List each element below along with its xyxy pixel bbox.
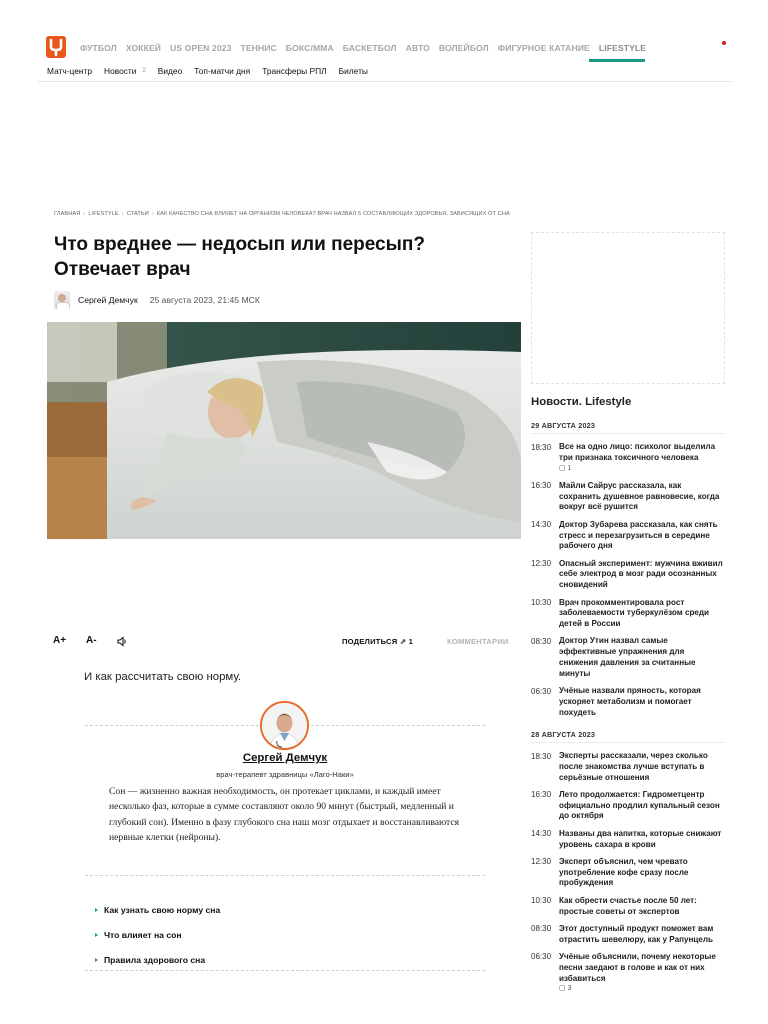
- sub-nav: [47, 66, 380, 76]
- news-headline[interactable]: [559, 751, 725, 783]
- nav-figure-skating[interactable]: ФИГУРНОЕ КАТАНИЕ: [497, 43, 590, 53]
- news-headline[interactable]: [559, 686, 725, 718]
- expert-role: врач-терапевт здравницы «Лаго-Наки»: [216, 770, 354, 779]
- news-list: [531, 442, 725, 725]
- news-item[interactable]: [531, 598, 725, 630]
- article-title: Что вреднее — недосып или пересып? Отвечает врач: [54, 234, 425, 280]
- news-item[interactable]: [531, 829, 725, 851]
- news-headline-text: Лето продолжается: Гидрометцентр официально продлил купальный сезон до октября: [559, 789, 720, 821]
- news-item[interactable]: [531, 857, 725, 889]
- speaker-icon[interactable]: [117, 636, 128, 650]
- breadcrumb-lifestyle[interactable]: LIFESTYLE: [88, 211, 119, 217]
- share-icon: ⇗: [399, 637, 407, 646]
- news-headline-text: Доктор Утин назвал самые эффективные упражнения для снижения давления за считанные минуты: [559, 636, 696, 678]
- nav-lifestyle[interactable]: LIFESTYLE: [598, 43, 647, 53]
- news-item[interactable]: [531, 751, 725, 783]
- news-headline[interactable]: [559, 520, 725, 552]
- comment-count-value: 3: [567, 985, 572, 993]
- subnav-news[interactable]: Новости: [104, 66, 137, 76]
- author-avatar[interactable]: [54, 291, 70, 309]
- news-headline[interactable]: [559, 952, 725, 995]
- day-divider: [531, 742, 725, 743]
- news-headline-text: Эксперт объяснил, чем чревато употребление кофе сразу после пробуждения: [559, 856, 689, 888]
- news-item[interactable]: [531, 442, 725, 474]
- news-item[interactable]: [531, 790, 725, 822]
- subnav-top-matches[interactable]: Топ-матчи дня: [194, 66, 251, 76]
- news-time: 10:30: [531, 598, 552, 608]
- news-time: 14:30: [531, 520, 552, 530]
- ad-placeholder: [531, 232, 725, 384]
- news-headline-text: Учёные назвали пряность, которая ускоряет метаболизм и помогает похудеть: [559, 686, 701, 717]
- comment-count[interactable]: [559, 984, 725, 995]
- breadcrumb-articles[interactable]: СТАТЬИ: [126, 211, 149, 217]
- day-label: 28 АВГУСТА 2023: [531, 730, 596, 739]
- breadcrumb-current: КАК КАЧЕСТВО СНА ВЛИЯЕТ НА ОРГАНИЗМ ЧЕЛОВЕКА? ВРАЧ НАЗВАЛ 5 СОСТАВЛЯЮЩИХ ЗДОРОВЬЯ, ЗАВИСЯЩИХ ОТ СНА: [156, 211, 510, 217]
- news-headline[interactable]: [559, 559, 725, 591]
- news-time: 08:30: [531, 924, 552, 934]
- share-label: ПОДЕЛИТЬСЯ: [342, 637, 398, 646]
- subnav-tickets[interactable]: Билеты: [338, 66, 368, 76]
- subnav-transfers[interactable]: Трансферы РПЛ: [262, 66, 327, 76]
- comment-count[interactable]: [559, 464, 725, 475]
- triangle-right-icon: [95, 958, 98, 962]
- news-headline[interactable]: [559, 481, 725, 513]
- expert-quote: Сон — жизненно важная необходимость, он протекает циклами, и каждый имеет несколько фаз, которые в сумме составляют около 90 минут (быстрый, медленный и глубокий сон). Именно в фазу глубокого сна наш мозг отдыхает и восстанавливаются нервные клетки (нейроны).: [109, 786, 460, 843]
- toc-item-label: Правила здорового сна: [104, 954, 206, 965]
- toc-item[interactable]: [95, 947, 220, 972]
- author-name[interactable]: Сергей Демчук: [78, 295, 138, 305]
- expert-photo: [260, 701, 309, 750]
- article-meta: [54, 291, 260, 309]
- news-headline[interactable]: [559, 857, 725, 889]
- toc-item[interactable]: [95, 897, 220, 922]
- chevron-right-icon: ›: [83, 211, 86, 217]
- subnav-match-center[interactable]: Матч-центр: [47, 66, 93, 76]
- news-time: 06:30: [531, 686, 552, 696]
- toc-divider-bottom: [85, 970, 485, 971]
- news-headline[interactable]: [559, 924, 725, 946]
- news-headline[interactable]: [559, 636, 725, 679]
- toc-item-label: Как узнать свою норму сна: [104, 904, 221, 915]
- nav-us-open[interactable]: US OPEN 2023: [170, 43, 232, 53]
- news-item[interactable]: [531, 636, 725, 679]
- site-header: [38, 30, 732, 82]
- comment-count-value: 1: [567, 464, 572, 472]
- news-time: 18:30: [531, 751, 552, 761]
- news-item[interactable]: [531, 481, 725, 513]
- nav-basketball[interactable]: БАСКЕТБОЛ: [342, 43, 397, 53]
- share-count: 1: [408, 637, 414, 646]
- news-headline-text: Все на одно лицо: психолог выделила три признака токсичного человека: [559, 442, 716, 462]
- news-headline-text: Учёные объяснили, почему некоторые песни заедают в голове и как от них избавиться: [559, 951, 716, 983]
- comment-icon: ▢: [559, 464, 568, 472]
- news-time: 12:30: [531, 559, 552, 569]
- font-increase-button[interactable]: А+: [53, 635, 67, 646]
- news-headline[interactable]: [559, 896, 725, 918]
- news-item[interactable]: [531, 952, 725, 995]
- sidebar-title[interactable]: Новости. Lifestyle: [531, 396, 632, 408]
- breadcrumb-home[interactable]: ГЛАВНАЯ: [54, 211, 81, 217]
- news-headline-text: Как обрести счастье после 50 лет: простые советы от экспертов: [559, 895, 697, 916]
- breadcrumb: [54, 211, 510, 217]
- news-headline-text: Названы два напитка, которые снижают уровень сахара в крови: [559, 828, 722, 849]
- hero-image: [47, 322, 521, 539]
- news-time: 16:30: [531, 481, 552, 491]
- news-item[interactable]: [531, 559, 725, 591]
- triangle-right-icon: [95, 933, 98, 937]
- article-toolbar: [53, 635, 513, 649]
- nav-auto[interactable]: АВТО: [405, 43, 430, 53]
- nav-boxing[interactable]: БОКС/ММА: [285, 43, 334, 53]
- publish-date: 25 августа 2023, 21:45 МСК: [149, 295, 260, 305]
- news-time: 10:30: [531, 896, 552, 906]
- font-decrease-button[interactable]: А-: [86, 635, 97, 646]
- site-logo-icon[interactable]: [46, 36, 66, 58]
- nav-football[interactable]: ФУТБОЛ: [80, 43, 117, 53]
- active-tab-indicator: [589, 59, 645, 62]
- comment-icon: ▢: [559, 985, 568, 993]
- news-headline-text: Эксперты рассказали, через сколько после знакомства лучше вступать в серьёзные отношения: [559, 751, 708, 782]
- comments-button[interactable]: КОММЕНТАРИИ: [447, 637, 509, 646]
- news-headline-text: Опасный эксперимент: мужчина вживил себе электрод в мозг ради осознанных сновидений: [559, 558, 723, 590]
- news-item[interactable]: [531, 686, 725, 718]
- news-list: [531, 751, 725, 1002]
- news-item[interactable]: [531, 896, 725, 918]
- nav-volleyball[interactable]: ВОЛЕЙБОЛ: [438, 43, 489, 53]
- news-headline-text: Врач прокомментировала рост заболеваемости туберкулёзом среди детей в России: [559, 597, 710, 629]
- toc-item[interactable]: [95, 922, 220, 947]
- expert-name[interactable]: Сергей Демчук: [242, 752, 328, 764]
- toc-item-label: Что влияет на сон: [104, 929, 182, 940]
- nav-tennis[interactable]: ТЕННИС: [240, 43, 277, 53]
- news-headline[interactable]: [559, 790, 725, 822]
- news-time: 14:30: [531, 829, 552, 839]
- news-headline-text: Майли Сайрус рассказала, как сохранить душевное равновесие, когда вокруг всё рушится: [559, 480, 720, 512]
- news-time: 08:30: [531, 636, 552, 646]
- day-label: 29 АВГУСТА 2023: [531, 421, 596, 430]
- news-time: 18:30: [531, 442, 552, 452]
- article-lead: И как рассчитать свою норму.: [84, 671, 242, 683]
- news-item[interactable]: [531, 520, 725, 552]
- news-item[interactable]: [531, 924, 725, 946]
- news-headline[interactable]: [559, 442, 725, 474]
- news-headline-text: Этот доступный продукт поможет вам отрастить шевелюру, как у Рапунцель: [559, 923, 714, 944]
- news-headline[interactable]: [559, 829, 725, 851]
- news-time: 12:30: [531, 857, 552, 867]
- share-button[interactable]: [342, 637, 413, 646]
- chevron-right-icon: ›: [151, 211, 154, 217]
- triangle-right-icon: [95, 908, 98, 912]
- notification-dot: [722, 41, 726, 45]
- toc-divider-top: [85, 875, 485, 876]
- subnav-video[interactable]: Видео: [157, 66, 183, 76]
- news-headline-text: Доктор Зубарева рассказала, как снять стресс и перезагрузиться в середине рабочего дня: [559, 519, 718, 551]
- news-time: 16:30: [531, 790, 552, 800]
- news-count-badge: 2: [142, 68, 146, 74]
- day-divider: [531, 433, 725, 434]
- sports-nav: [80, 43, 655, 53]
- news-headline[interactable]: [559, 598, 725, 630]
- nav-hockey[interactable]: ХОККЕЙ: [125, 43, 162, 53]
- news-time: 06:30: [531, 952, 552, 962]
- table-of-contents: [95, 897, 220, 972]
- chevron-right-icon: ›: [121, 211, 124, 217]
